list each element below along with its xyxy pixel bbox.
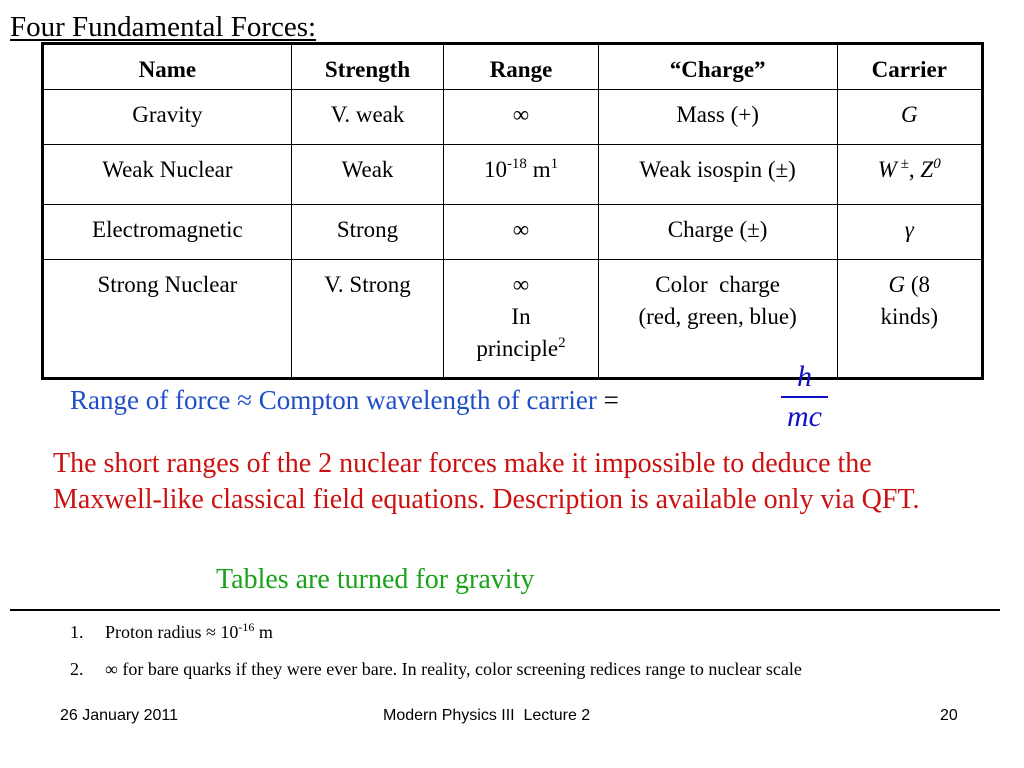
footer-course: Modern Physics III Lecture 2 <box>383 707 591 724</box>
footer-date: 26 January 2011 <box>60 707 179 724</box>
footnote-divider <box>10 609 1000 611</box>
column-header-range: Range <box>444 44 598 90</box>
slide-title: Four Fundamental Forces: <box>10 11 317 43</box>
cell-charge: Weak isospin (±) <box>598 145 837 205</box>
table-row-weak-nuclear <box>43 145 983 205</box>
fraction-denominator: mc <box>787 400 822 433</box>
cell-strength: V. Strong <box>291 260 443 379</box>
footnote-text: ∞ for bare quarks if they were ever bare. In reality, color screening redices range to nuclear scale <box>105 659 802 679</box>
range-unit: m <box>526 157 551 182</box>
range-base: 10 <box>483 157 507 182</box>
column-header-charge: “Charge” <box>598 44 837 90</box>
carrier-separator: , <box>908 157 921 182</box>
table-row-strong-nuclear <box>43 260 983 379</box>
cell-range <box>444 145 598 205</box>
cell-carrier <box>837 145 983 205</box>
carrier-w-charge: ± <box>896 156 909 172</box>
cell-carrier: G <box>837 90 983 145</box>
column-header-name: Name <box>43 44 292 90</box>
compton-fraction <box>777 360 832 432</box>
range-in: In <box>511 304 531 329</box>
column-header-carrier: Carrier <box>837 44 983 90</box>
footnote-item <box>70 657 802 681</box>
cell-name: Gravity <box>43 90 292 145</box>
carrier-z: Z <box>920 157 934 182</box>
table-header-row <box>43 44 983 90</box>
formula-equals: = <box>596 385 619 415</box>
compton-formula <box>70 385 619 416</box>
cell-charge: Charge (±) <box>598 205 837 260</box>
cell-carrier <box>837 260 983 379</box>
cell-range <box>444 260 598 379</box>
cell-strength: V. weak <box>291 90 443 145</box>
cell-strength: Weak <box>291 145 443 205</box>
table-row-gravity <box>43 90 983 145</box>
forces-table <box>41 42 984 380</box>
footnotes <box>70 620 802 694</box>
table-row-electromagnetic <box>43 205 983 260</box>
footnote-number: 2. <box>70 659 84 679</box>
cell-name: Weak Nuclear <box>43 145 292 205</box>
cell-carrier: γ <box>837 205 983 260</box>
footnote-item <box>70 620 802 644</box>
charge-line-2: (red, green, blue) <box>638 304 797 329</box>
range-infinity: ∞ <box>512 272 530 297</box>
footnote-unit: m <box>254 622 273 642</box>
formula-text: Range of force ≈ Compton wavelength of carrier <box>70 385 597 415</box>
cell-name: Strong Nuclear <box>43 260 292 379</box>
footnote-ref: 2 <box>558 335 566 351</box>
cell-strength: Strong <box>291 205 443 260</box>
carrier-count: (8 <box>905 272 931 297</box>
carrier-g: G <box>888 272 906 297</box>
fraction-bar <box>781 396 828 398</box>
footnote-number: 1. <box>70 622 84 642</box>
cell-charge: Mass (+) <box>598 90 837 145</box>
cell-name: Electromagnetic <box>43 205 292 260</box>
footnote-exponent: -16 <box>238 620 255 634</box>
range-exponent: -18 <box>506 156 527 172</box>
nuclear-forces-paragraph: The short ranges of the 2 nuclear forces make it impossible to deduce the Maxwell-like classical field equations. Description is available only via QFT. <box>53 448 920 515</box>
cell-range: ∞ <box>444 90 598 145</box>
column-header-strength: Strength <box>291 44 443 90</box>
carrier-w: W <box>877 157 897 182</box>
footnote-text: Proton radius ≈ 10 <box>105 622 239 642</box>
fraction-numerator: h <box>797 360 812 393</box>
footnote-ref: 1 <box>550 156 559 172</box>
carrier-kinds: kinds) <box>880 304 938 329</box>
gravity-note: Tables are turned for gravity <box>216 564 535 595</box>
charge-line-1: Color charge <box>655 272 780 297</box>
cell-range: ∞ <box>444 205 598 260</box>
page-number: 20 <box>940 707 958 724</box>
carrier-z-charge: 0 <box>933 156 941 172</box>
range-principle: principle <box>476 336 559 361</box>
